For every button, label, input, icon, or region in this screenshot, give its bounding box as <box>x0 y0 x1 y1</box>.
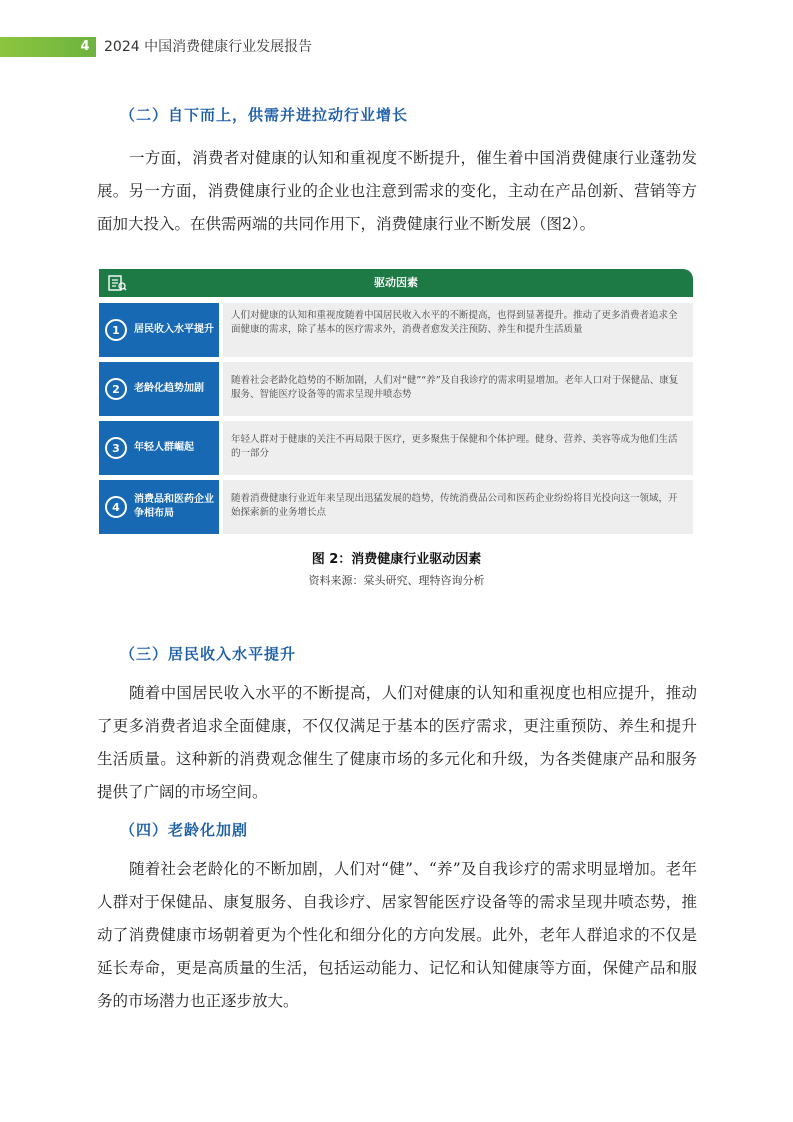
section-heading-3: （三）居民收入水平提升 <box>120 645 297 663</box>
driver-factors-figure <box>99 269 693 534</box>
factor-row <box>99 480 693 534</box>
factor-label: 居民收入水平提升 <box>134 324 214 335</box>
factor-description: 随着社会老龄化趋势的不断加剧，人们对“健”“养”及自我诊疗的需求明显增加。老年人口对于保健品、康复服务、智能医疗设备等的需求呈现井喷态势 <box>223 362 693 416</box>
factor-label-cell <box>99 480 219 534</box>
factor-label: 年轻人群崛起 <box>134 442 194 453</box>
section-paragraph-3: 随着中国居民收入水平的不断提高，人们对健康的认知和重视度也相应提升，推动了更多消费者追求全面健康，不仅仅满足于基本的医疗需求，更注重预防、养生和提升生活质量。这种新的消费观念催生了健康市场的多元化和升级，为各类健康产品和服务提供了广阔的市场空间。 <box>97 684 697 801</box>
section-heading-2: （二）自下而上，供需并进拉动行业增长 <box>120 106 409 124</box>
figure-caption: 图 2：消费健康行业驱动因素 <box>311 552 482 567</box>
factor-number: 3 <box>105 437 127 459</box>
report-title: 2024 中国消费健康行业发展报告 <box>104 39 313 55</box>
factor-row <box>99 421 693 475</box>
page-number: 4 <box>80 39 90 54</box>
factor-label-cell <box>99 421 219 475</box>
section-paragraph-2: 一方面，消费者对健康的认知和重视度不断提升，催生着中国消费健康行业蓬勃发展。另一方面，消费健康行业的企业也注意到需求的变化，主动在产品创新、营销等方面加大投入。在供需两端的共同作用下，消费健康行业不断发展（图2）。 <box>97 149 697 233</box>
section-heading-4: （四）老龄化加剧 <box>120 821 249 839</box>
section-paragraph-4: 随着社会老龄化的不断加剧，人们对“健”、“养”及自我诊疗的需求明显增加。老年人群对于保健品、康复服务、自我诊疗、居家智能医疗设备等的需求呈现井喷态势，推动了消费健康市场朝着更为个性化和细分化的方向发展。此外，老年人群追求的不仅是延长寿命，更是高质量的生活，包括运动能力、记忆和认知健康等方面，保健产品和服务的市场潜力也正逐步放大。 <box>97 860 697 1010</box>
factor-label-cell <box>99 362 219 416</box>
factor-description: 随着消费健康行业近年来呈现出迅猛发展的趋势，传统消费品公司和医药企业纷纷将目光投向这一领域，开始探索新的业务增长点 <box>223 480 693 534</box>
factor-label: 老龄化趋势加剧 <box>134 383 204 394</box>
factor-number: 1 <box>105 319 127 341</box>
factor-row <box>99 303 693 357</box>
factor-number: 4 <box>105 496 127 518</box>
factor-label: 消费品和医药企业争相布局 <box>134 494 214 519</box>
factor-description: 人们对健康的认知和重视度随着中国居民收入水平的不断提高，也得到显著提升。推动了更多消费者追求全面健康的需求，除了基本的医疗需求外，消费者愈发关注预防、养生和提升生活质量 <box>223 303 693 357</box>
figure-header-title: 驱动因素 <box>374 276 418 289</box>
factor-label-cell <box>99 303 219 357</box>
factor-number: 2 <box>105 378 127 400</box>
figure-header <box>99 269 693 297</box>
factor-row <box>99 362 693 416</box>
factor-description: 年轻人群对于健康的关注不再局限于医疗，更多聚焦于保健和个体护理。健身、营养、美容等成为他们生活的一部分 <box>223 421 693 475</box>
figure-source: 资料来源：棠头研究、理特咨询分析 <box>308 574 485 587</box>
